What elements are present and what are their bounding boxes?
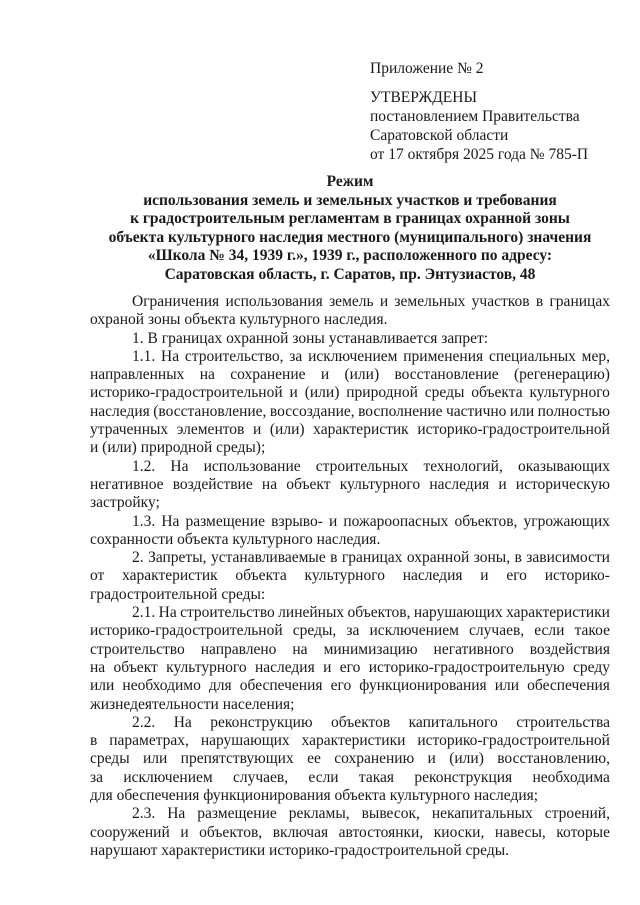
body-word: и — [379, 293, 389, 310]
body-word: Запреты, — [148, 549, 207, 567]
body-word: функционирования — [359, 677, 487, 695]
body-word: историко-градостроительной — [417, 421, 610, 439]
body-word: характеристик — [313, 421, 409, 439]
body-word: в — [514, 549, 522, 567]
body-word: (или) — [449, 750, 484, 768]
body-word: его — [506, 567, 527, 585]
body-word: воздействие — [172, 475, 253, 493]
body-word: историческую — [515, 475, 610, 493]
body-word: полностью — [537, 402, 610, 420]
body-word: 1.2. — [132, 457, 156, 475]
body-word: его — [339, 658, 361, 676]
body-word: и — [289, 384, 298, 402]
approved-by-line: от 17 октября 2025 года № 785-П — [370, 146, 589, 163]
body-word: в — [330, 549, 338, 567]
body-word: направленных — [90, 366, 185, 384]
body-word: и — [328, 512, 338, 530]
body-word: навесы, — [494, 823, 546, 841]
body-word: киоски, — [433, 823, 485, 841]
body-word: и — [252, 421, 262, 439]
body-word: и — [180, 823, 189, 841]
body-line — [90, 458, 610, 476]
body-word: применения — [403, 347, 484, 365]
body-word: на — [199, 366, 215, 384]
body-line — [90, 403, 610, 421]
body-word: (или) — [269, 421, 305, 439]
body-line — [90, 732, 610, 750]
body-word: строительных — [315, 457, 409, 475]
body-word: негативного — [433, 640, 514, 658]
body-word: объектов, — [347, 604, 411, 622]
body-word: элементов — [176, 421, 245, 439]
body-line — [90, 604, 610, 622]
body-word: если — [534, 622, 565, 640]
body-line — [90, 677, 610, 695]
body-word: 2.2. — [132, 713, 156, 731]
body-word: такая — [358, 768, 395, 786]
body-word: использования — [225, 293, 323, 310]
body-word: ее — [307, 750, 321, 768]
body-word: реконструкция — [414, 768, 513, 786]
body-word: 2.1. — [132, 604, 156, 622]
body-word: зоны, — [473, 549, 511, 567]
body-word: нарушающих — [413, 604, 503, 622]
body-line — [90, 293, 610, 311]
body-word: реконструкцию — [210, 713, 313, 731]
body-line — [90, 421, 610, 439]
body-word: случаев, — [233, 768, 289, 786]
body-word: историко- — [544, 567, 610, 585]
body-word: земель — [329, 293, 374, 310]
body-word: строительство — [180, 604, 275, 622]
body-line: нарушают характеристики историко-градостроительной среды. — [90, 841, 510, 859]
body-line — [90, 824, 610, 842]
body-word: культурного — [339, 475, 421, 493]
body-word: объектов, — [454, 512, 518, 530]
body-word: вывесок, — [361, 805, 420, 823]
body-line: застройку; — [90, 494, 160, 512]
body-word: и — [480, 567, 489, 585]
body-word: на — [292, 640, 308, 658]
body-word: в — [535, 293, 544, 310]
approval-block — [370, 59, 588, 164]
body-word: такое — [574, 622, 610, 640]
approved-by-line: Саратовской области — [370, 127, 509, 144]
body-word: необходимо — [122, 677, 201, 695]
body-word: линейных — [278, 604, 345, 622]
body-line: охраной зоны объекта культурного наследия. — [90, 311, 388, 329]
body-word: на — [90, 658, 106, 676]
body-word: необходима — [532, 768, 610, 786]
title-line: к градостроительным регламентам в границах охранной зоны — [130, 210, 570, 228]
body-line — [90, 384, 610, 402]
body-word: капитального — [408, 713, 498, 731]
body-line: и (или) природной среды); — [90, 439, 266, 457]
body-word: (или) — [304, 384, 340, 402]
body-word: На — [161, 512, 180, 530]
body-word: пожароопасных — [343, 512, 449, 530]
body-word: обеспечения — [527, 677, 610, 695]
body-word: культурного — [166, 658, 247, 676]
body-word: наследия — [90, 402, 150, 420]
body-word: Ограничения — [132, 293, 220, 310]
body-word: случаев, — [469, 622, 525, 640]
body-word: или — [90, 677, 115, 695]
body-word: сохранению — [334, 750, 415, 768]
body-word: за — [90, 768, 104, 786]
body-word: или — [509, 402, 535, 420]
body-word: мер, — [581, 347, 610, 365]
body-word: восполнение — [358, 402, 443, 420]
body-line: жизнедеятельности населения; — [90, 695, 295, 713]
body-word: препятствующих — [180, 750, 294, 768]
body-line — [90, 641, 610, 659]
body-word: (или) — [344, 366, 380, 384]
approved-label: УТВЕРЖДЕНЫ — [370, 89, 477, 106]
body-word: если — [308, 768, 339, 786]
body-word: границах — [549, 293, 610, 310]
title-line: Саратовская область, г. Саратов, пр. Энтузиастов, 48 — [164, 265, 536, 283]
body-word: культурного — [529, 384, 610, 402]
body-line: сохранности объекта культурного наследия. — [90, 530, 381, 548]
title-line: «Школа № 34, 1939 г.», 1939 г., расположенного по адресу: — [147, 247, 553, 265]
body-line — [90, 714, 610, 732]
body-word: наследия — [254, 658, 315, 676]
body-word: историко-градостроительной — [417, 732, 610, 750]
body-line — [90, 659, 610, 677]
body-word: объект — [113, 658, 158, 676]
body-line — [90, 567, 610, 585]
body-word: сохранение — [230, 366, 306, 384]
body-word: (регенерацию) — [513, 366, 610, 384]
body-word: среды — [424, 384, 465, 402]
body-word: строений, — [544, 805, 610, 823]
body-word: восстановлению, — [497, 750, 610, 768]
body-word: среду — [573, 658, 610, 676]
body-word: автостоянки, — [338, 823, 424, 841]
body-word: негативное — [90, 475, 164, 493]
document-body — [90, 293, 610, 860]
body-word: характеристик — [122, 567, 218, 585]
body-word: взрыво- — [271, 512, 323, 530]
body-word: характеристики — [301, 732, 406, 750]
body-word: природной — [346, 384, 418, 402]
body-word: которые — [556, 823, 610, 841]
body-word: 2. — [132, 549, 144, 567]
body-word: зависимости — [526, 549, 610, 567]
body-line: 1. В границах охранной зоны устанавливается запрет: — [132, 329, 489, 347]
body-word: размещение — [197, 805, 277, 823]
body-word: специальных — [488, 347, 576, 365]
body-line — [90, 366, 610, 384]
body-word: На — [173, 713, 192, 731]
body-word: наследия — [429, 475, 490, 493]
body-word: и — [323, 658, 332, 676]
body-word: или — [142, 750, 168, 768]
body-word: рекламы, — [288, 805, 350, 823]
body-word: историко-градостроительную — [368, 658, 565, 676]
title-line: использования земель и земельных участков и требования — [143, 191, 557, 209]
body-word: На — [161, 347, 180, 365]
body-word: (восстановление, — [153, 402, 267, 420]
body-word: историко-градостроительной — [90, 384, 283, 402]
body-word: его — [330, 677, 352, 695]
body-word: параметрах, — [109, 732, 189, 750]
body-line — [90, 513, 610, 531]
body-word: исключением — [123, 768, 213, 786]
body-line — [90, 769, 610, 787]
body-word: земельных — [394, 293, 466, 310]
body-word: обеспечения — [239, 677, 323, 695]
body-word: нарушающих — [200, 732, 290, 750]
body-word: и — [498, 475, 507, 493]
body-word: направлено — [200, 640, 277, 658]
body-word: 2.3. — [132, 805, 156, 823]
body-word: частично — [445, 402, 507, 420]
body-word: участков — [471, 293, 530, 310]
body-word: включая — [272, 823, 329, 841]
body-word: за — [346, 622, 360, 640]
body-line — [90, 476, 610, 494]
body-word: и — [427, 750, 436, 768]
body-word: для — [208, 677, 232, 695]
body-word: объекта — [235, 567, 287, 585]
body-word: строительства — [516, 713, 610, 731]
body-word: объекта — [471, 384, 523, 402]
annex-number: Приложение № 2 — [370, 60, 484, 77]
body-word: размещение — [185, 512, 266, 530]
body-word: технологий, — [423, 457, 503, 475]
body-word: сооружений — [90, 823, 170, 841]
body-word: устанавливаемые — [210, 549, 326, 567]
body-line: для обеспечения функционирования объекта культурного наследия; — [90, 787, 539, 805]
body-word: минимизацию — [323, 640, 418, 658]
body-word: воздействия — [529, 640, 610, 658]
body-word: в — [90, 732, 98, 750]
body-word: 1.3. — [132, 512, 156, 530]
body-word: исключением — [308, 347, 398, 365]
body-line — [90, 549, 610, 567]
body-word: некапитальных — [431, 805, 533, 823]
title-heading: Режим — [326, 173, 374, 190]
body-word: оказывающих — [517, 457, 610, 475]
body-word: или — [494, 677, 520, 695]
body-word: строительство, — [184, 347, 284, 365]
body-word: охранной — [406, 549, 470, 567]
body-line — [90, 805, 610, 823]
body-word: объектов — [331, 713, 391, 731]
body-word: за — [289, 347, 303, 365]
body-word: среды — [90, 750, 130, 768]
body-word: культурного — [304, 567, 385, 585]
body-word: характеристики — [506, 604, 610, 622]
body-word: объектов, — [199, 823, 263, 841]
body-line — [90, 622, 610, 640]
body-word: угрожающих — [523, 512, 610, 530]
body-line: градостроительной среды: — [90, 585, 266, 603]
body-word: На — [167, 805, 186, 823]
body-word: На — [170, 457, 189, 475]
body-line — [90, 750, 610, 768]
body-word: объект — [286, 475, 331, 493]
body-word: среды, — [292, 622, 337, 640]
body-word: историко-градостроительной — [90, 622, 283, 640]
body-word: восстановление — [394, 366, 499, 384]
body-word: На — [158, 604, 177, 622]
body-word: строительство — [90, 640, 185, 658]
body-word: и — [320, 366, 330, 384]
body-line — [90, 348, 610, 366]
body-word: от — [90, 567, 105, 585]
body-word: воссоздание, — [269, 402, 355, 420]
body-word: границах — [341, 549, 403, 567]
body-word: на — [261, 475, 278, 493]
body-word: наследия — [402, 567, 463, 585]
body-word: 1.1. — [132, 347, 156, 365]
body-word: утраченных — [90, 421, 169, 439]
document-title — [90, 173, 610, 285]
title-line: объекта культурного наследия местного (муниципального) значения — [108, 228, 592, 246]
approved-by-line: постановлением Правительства — [370, 108, 580, 125]
body-word: использование — [203, 457, 301, 475]
body-word: исключением — [369, 622, 459, 640]
